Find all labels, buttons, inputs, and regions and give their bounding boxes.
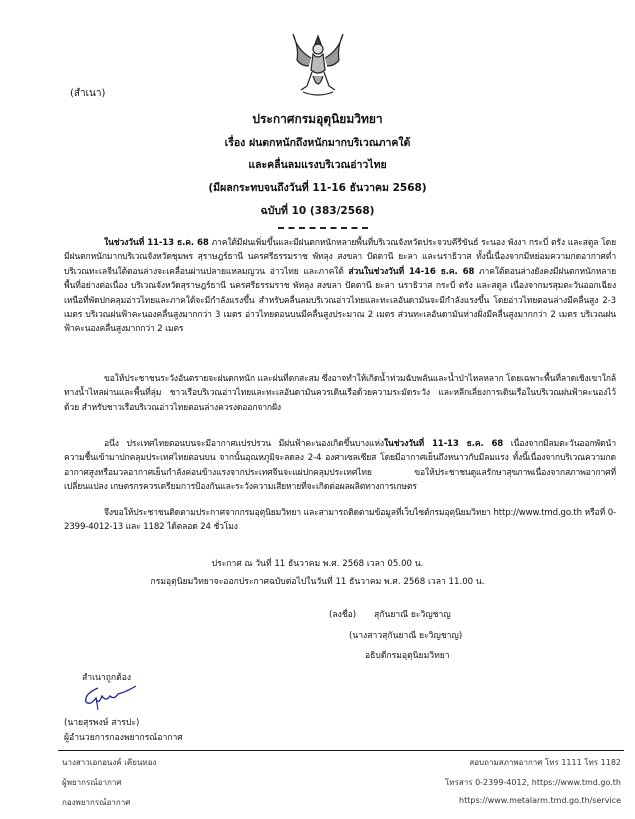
footer-division: กองพยากรณ์อากาศ	[62, 798, 131, 807]
copy-label: (สำเนา)	[70, 88, 106, 99]
para4-text: จึงขอให้ประชาชนติดตามประกาศจากกรมอุตุนิยมวิทยา และสามารถติดตามข้อมูลที่เว็บไซต์กรมอุตุนิยมวิทยา http://www.tmd.go.th หรือที่ 0-2399-4012-13 และ 1182 ได้ตลอด 24 ชั่วโมง	[64, 508, 616, 533]
signer-position: อธิบดีกรมอุตุนิยมวิทยา	[365, 651, 450, 661]
footer-fax-website[interactable]: โทรสาร 0-2399-4012, https://www.tmd.go.th	[445, 778, 621, 787]
issued-date: ประกาศ ณ วันที่ 11 ธันวาคม พ.ศ. 2568 เวลา 05.00 น.	[211, 559, 424, 569]
para3-text-1: อนึ่ง ประเทศไทยตอนบนจะมีอากาศแปรปรวน มีฝนฟ้าคะนองเกิดขึ้นบางแห่ง	[104, 439, 384, 449]
paragraph-2	[64, 372, 616, 415]
paragraph-3	[64, 437, 616, 495]
subject-line-2: และคลื่นลมแรงบริเวณอ่าวไทย	[248, 159, 387, 171]
para1-bold-1: ในช่วงวันที่ 11-13 ธ.ค. 68	[104, 238, 209, 248]
para1-text-2: ภาคใต้ตอนล่างยังคงมีฝนตกหนักหลายพื้นที่อย่างต่อเนื่อง บริเวณจังหวัดสุราษฎร์ธานี นครศรีธรรมราช พัทลุง สงขลา ปัตตานี ยะลา นราธิวาส กระบี่ ตรัง และสตูล เนื่องจากมรสุมตะวันออกเฉียงเหนือที่พัดปกคลุมอ่าวไทยและภาคใต้จะมีกำลังแรงขึ้น สำหรับคลื่นลมบริเวณอ่าวไทยและทะเลอันดามันจะมีกำลังแรงขึ้น โดยอ่าวไทยตอนล่างมีคลื่นสูง 2-3 เมตร บริเวณฝนฟ้าคะนองคลื่นสูงมากกว่า 3 เมตร อ่าวไทยตอนบนมีคลื่นสูงประมาณ 2 เมตร ส่วนทะเลอันดามันห่างฝั่งมีคลื่นสูงมากกว่า 2 เมตร บริเวณฝนฟ้าคะนองคลื่นสูงมากกว่า 2 เมตร	[64, 266, 616, 335]
footer-forecaster-name: นางสาวเอกอนงค์ เคียนทอง	[62, 758, 157, 767]
handwritten-signature	[80, 684, 140, 712]
footer-contact-phone: สอบถามสภาพอากาศ โทร 1111 โทร 1182	[469, 758, 621, 767]
footer-divider	[58, 750, 624, 751]
garuda-emblem	[287, 30, 349, 98]
para3-text-2: เนื่องจากมีลมตะวันออกพัดนำความชื้นเข้ามาปกคลุมประเทศไทยตอนบน จากนั้นอุณหภูมิจะลดลง 2-4 องศาเซลเซียส โดยมีอากาศเย็นถึงหนาวกับมีลมแรง ทั้งนี้เนื่องจากบริเวณความกดอากาศสูงหรือมวลอากาศเย็นกำลังค่อนข้างแรงจากประเทศจีนจะแผ่ปกคลุมประเทศไทย ขอให้ประชาชนดูแลรักษาสุขภาพเนื่องจากสภาพอากาศที่เปลี่ยนแปลง เกษตรกรควรเตรียมการป้องกันและระวังความเสียหายที่จะเกิดต่อผลผลิตทางการเกษตร	[64, 439, 617, 493]
paragraph-4	[64, 506, 616, 535]
certifier-name: (นายสุรพงษ์ สารปะ)	[64, 718, 140, 728]
effect-period: (มีผลกระทบจนถึงวันที่ 11-16 ธันวาคม 2568)	[208, 182, 427, 194]
para1-bold-2: ส่วนในช่วงวันที่ 14-16 ธ.ค. 68	[348, 266, 475, 277]
footer-service-link[interactable]: https://www.metalarm.tmd.go.th/service	[459, 796, 621, 805]
para3-bold-1: ในช่วงวันที่ 11-13 ธ.ค. 68	[383, 439, 504, 449]
issue-number: ฉบับที่ 10 (383/2568)	[260, 205, 375, 217]
certified-copy-label: สำเนาถูกต้อง	[82, 673, 132, 683]
document-title: ประกาศกรมอุตุนิยมวิทยา	[252, 112, 383, 126]
separator	[278, 227, 368, 229]
footer-forecaster-title: ผู้พยากรณ์อากาศ	[62, 778, 122, 787]
signer-full-name: (นางสาวสุกันยาณี ยะวิญชาญ)	[349, 631, 463, 641]
next-issue: กรมอุตุนิยมวิทยาจะออกประกาศฉบับต่อไปในวันที่ 11 ธันวาคม พ.ศ. 2568 เวลา 11.00 น.	[150, 577, 485, 587]
certifier-position: ผู้อำนวยการกองพยากรณ์อากาศ	[64, 733, 183, 743]
signed-name: สุกันยาณี ยะวิญชาญ	[374, 610, 451, 620]
para2-text: ขอให้ประชาชนระวังอันตรายจะฝนตกหนัก และฝนที่ตกสะสม ซึ่งอาจทำให้เกิดน้ำท่วมฉับพลันและน้ำป่าไหลหลาก โดยเฉพาะพื้นที่ลาดเชิงเขาใกล้ทางน้ำไหลผ่านและพื้นที่ลุ่ม ชาวเรือบริเวณอ่าวไทยและทะเลอันดามันควรเดินเรือด้วยความระมัดระวัง และหลีกเลี่ยงการเดินเรือในบริเวณฝนฟ้าคะนองไว้ด้วย สำหรับชาวเรือบริเวณอ่าวไทยตอนล่างควรงดออกจากฝั่ง	[64, 374, 616, 413]
para1-text-1: ภาคใต้มีฝนเพิ่มขึ้นและมีฝนตกหนักหลายพื้นที่บริเวณจังหวัดประจวบคีรีขันธ์ ระนอง พังงา กระบี่ ตรัง และสตูล โดยมีฝนตกหนักมากบริเวณจังหวัดชุมพร สุราษฎร์ธานี นครศรีธรรมราช พัทลุง สงขลา ปัตตานี ยะลา และนราธิวาส ทั้งนี้เนื่องจากมีหย่อมความกดอากาศต่ำบริเวณทะเลจีนใต้ตอนล่างจะเคลื่อนผ่านปลายแหลมญวน อ่าวไทย และภาคใต้	[64, 238, 616, 277]
paragraph-1	[64, 236, 616, 337]
subject-line-1: เรื่อง ฝนตกหนักถึงหนักมากบริเวณภาคใต้	[224, 137, 411, 149]
signed-label: (ลงชื่อ)	[329, 610, 357, 620]
